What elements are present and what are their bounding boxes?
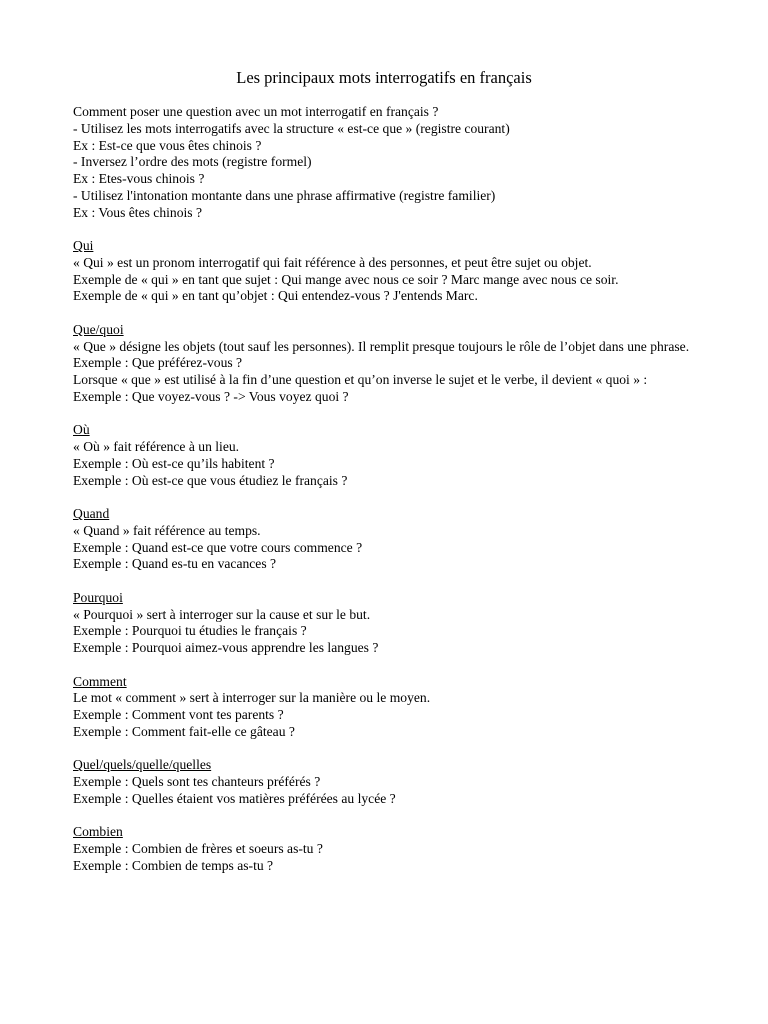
section-ou — [73, 422, 693, 489]
section-line: « Où » fait référence à un lieu. — [73, 439, 240, 454]
section-line: Exemple : Que voyez-vous ? -> Vous voyez quoi ? — [73, 388, 349, 404]
section-pourquoi — [73, 590, 693, 657]
intro-line: Ex : Est-ce que vous êtes chinois ? — [73, 137, 262, 153]
section-heading: Quand — [73, 506, 110, 521]
section-heading: Combien — [73, 824, 123, 840]
section-heading: Où — [73, 422, 90, 438]
section-line: « Que » désigne les objets (tout sauf les personnes). Il remplit presque toujours le rôle de l’objet dans une phrase. — [73, 338, 690, 354]
section-heading: Comment — [73, 673, 127, 689]
section-line: Exemple : Quels sont tes chanteurs préférés ? — [73, 774, 321, 789]
section-que-quoi — [73, 322, 693, 406]
section-line: Le mot « comment » sert à interroger sur la manière ou le moyen. — [73, 690, 431, 706]
document-body — [73, 104, 693, 875]
intro-line: Ex : Vous êtes chinois ? — [73, 204, 203, 220]
section-qui — [73, 238, 693, 305]
section-quel — [73, 757, 693, 807]
document-title: Les principaux mots interrogatifs en français — [236, 68, 532, 87]
section-comment — [73, 674, 693, 741]
section-line: Lorsque « que » est utilisé à la fin d’une question et qu’on inverse le sujet et le verbe, il devient « quoi » : — [73, 372, 648, 387]
section-line: Exemple de « qui » en tant qu’objet : Qui entendez-vous ? J'entends Marc. — [73, 288, 478, 304]
section-line: « Quand » fait référence au temps. — [73, 522, 261, 538]
section-line: Exemple : Comment vont tes parents ? — [73, 707, 284, 722]
intro-line: - Utilisez les mots interrogatifs avec la structure « est-ce que » (registre courant) — [73, 120, 510, 136]
section-line: Exemple : Où est-ce que vous étudiez le français ? — [73, 472, 348, 488]
intro-line: - Utilisez l'intonation montante dans une phrase affirmative (registre familier) — [73, 187, 496, 203]
section-line: Exemple : Où est-ce qu’ils habitent ? — [73, 455, 275, 471]
section-line: Exemple : Quand es-tu en vacances ? — [73, 556, 277, 572]
intro-line: Comment poser une question avec un mot interrogatif en français ? — [73, 104, 439, 119]
section-heading: Quel/quels/quelle/quelles — [73, 757, 212, 773]
section-line: Exemple : Combien de frères et soeurs as-tu ? — [73, 841, 323, 856]
section-line: Exemple : Quand est-ce que votre cours commence ? — [73, 539, 363, 555]
section-line: Exemple : Comment fait-elle ce gâteau ? — [73, 723, 295, 739]
section-heading: Que/quoi — [73, 321, 124, 337]
intro-line: Ex : Etes-vous chinois ? — [73, 171, 205, 186]
section-heading: Pourquoi — [73, 589, 123, 605]
section-quand — [73, 506, 693, 573]
section-line: « Pourquoi » sert à interroger sur la cause et sur le but. — [73, 606, 371, 622]
section-combien — [73, 824, 693, 874]
intro-line: - Inversez l’ordre des mots (registre formel) — [73, 154, 312, 170]
section-line: Exemple : Que préférez-vous ? — [73, 355, 243, 371]
section-line: « Qui » est un pronom interrogatif qui fait référence à des personnes, et peut être sujet ou objet. — [73, 254, 592, 270]
section-heading: Qui — [73, 238, 94, 253]
section-line: Exemple : Pourquoi tu étudies le français ? — [73, 623, 307, 639]
section-line: Exemple de « qui » en tant que sujet : Qui mange avec nous ce soir ? Marc mange avec nous ce soir. — [73, 271, 619, 287]
intro-block — [73, 104, 693, 221]
section-line: Exemple : Combien de temps as-tu ? — [73, 857, 274, 873]
section-line: Exemple : Pourquoi aimez-vous apprendre les langues ? — [73, 640, 379, 655]
section-line: Exemple : Quelles étaient vos matières préférées au lycée ? — [73, 790, 396, 806]
